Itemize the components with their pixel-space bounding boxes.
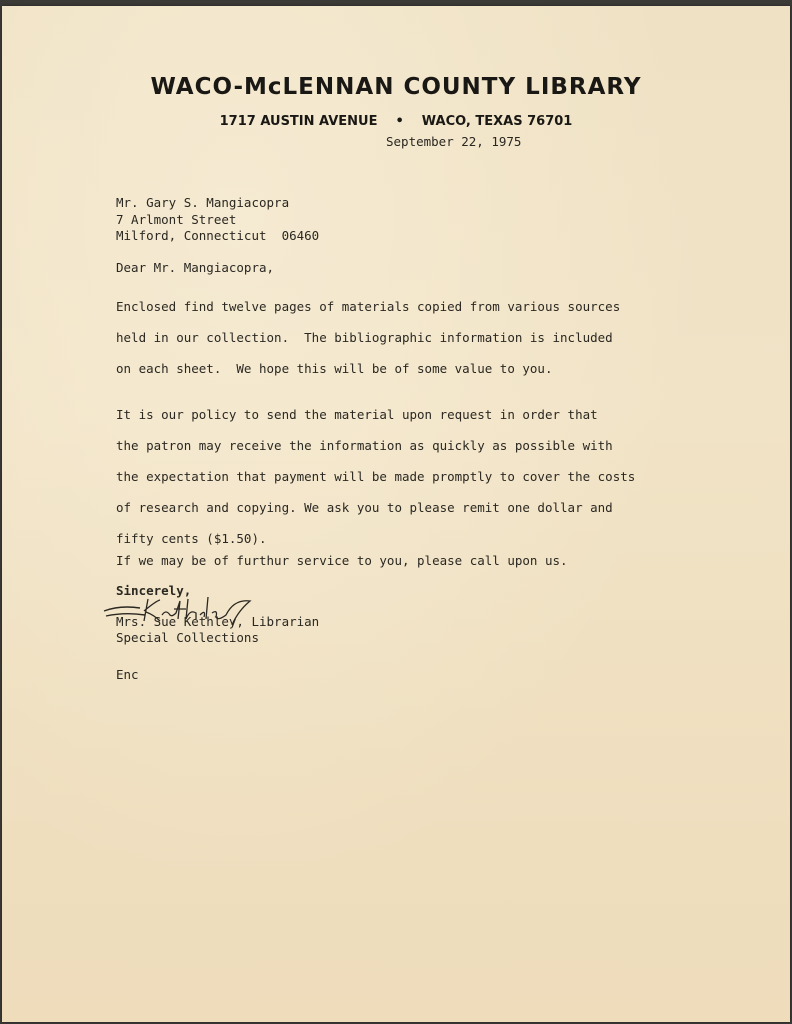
body-paragraph-2 [116,399,635,554]
recipient-name: Mr. Gary S. Mangiacopra [116,195,290,210]
paragraph-line: on each sheet. We hope this will be of some value to you. [116,361,553,376]
signer-name-title: Mrs. Sue Kethley, Librarian [116,614,320,629]
body-paragraph-1 [116,291,620,384]
letter-page [2,6,790,1022]
signer-department: Special Collections [116,630,259,645]
paragraph-line: the patron may receive the information as quickly as possible with [116,438,613,453]
paragraph-line: the expectation that payment will be made promptly to cover the costs [116,469,636,484]
recipient-address [116,195,319,245]
salutation: Dear Mr. Mangiacopra, [116,260,275,275]
letterhead-address [2,114,790,129]
paragraph-line: Enclosed find twelve pages of materials copied from various sources [116,299,621,314]
paragraph-line: of research and copying. We ask you to please remit one dollar and [116,500,613,515]
signer-block [116,614,319,646]
paragraph-line: held in our collection. The bibliographic information is included [116,330,613,345]
body-paragraph-3: If we may be of furthur service to you, please call upon us. [116,553,568,568]
recipient-city: Milford, Connecticut 06460 [116,228,320,243]
letterhead-title: WACO-McLENNAN COUNTY LIBRARY [150,74,642,100]
enclosure-note: Enc [116,667,139,682]
recipient-street: 7 Arlmont Street [116,211,237,227]
letterhead-street: 1717 AUSTIN AVENUE [219,114,378,129]
paragraph-line: It is our policy to send the material upon request in order that [116,407,598,422]
paragraph-line: fifty cents ($1.50). [116,531,267,546]
letterhead-bullet: • [395,114,404,129]
letterhead-city: WACO, TEXAS 76701 [421,114,573,129]
letter-date: September 22, 1975 [386,134,522,149]
closing: Sincerely, [116,583,192,598]
